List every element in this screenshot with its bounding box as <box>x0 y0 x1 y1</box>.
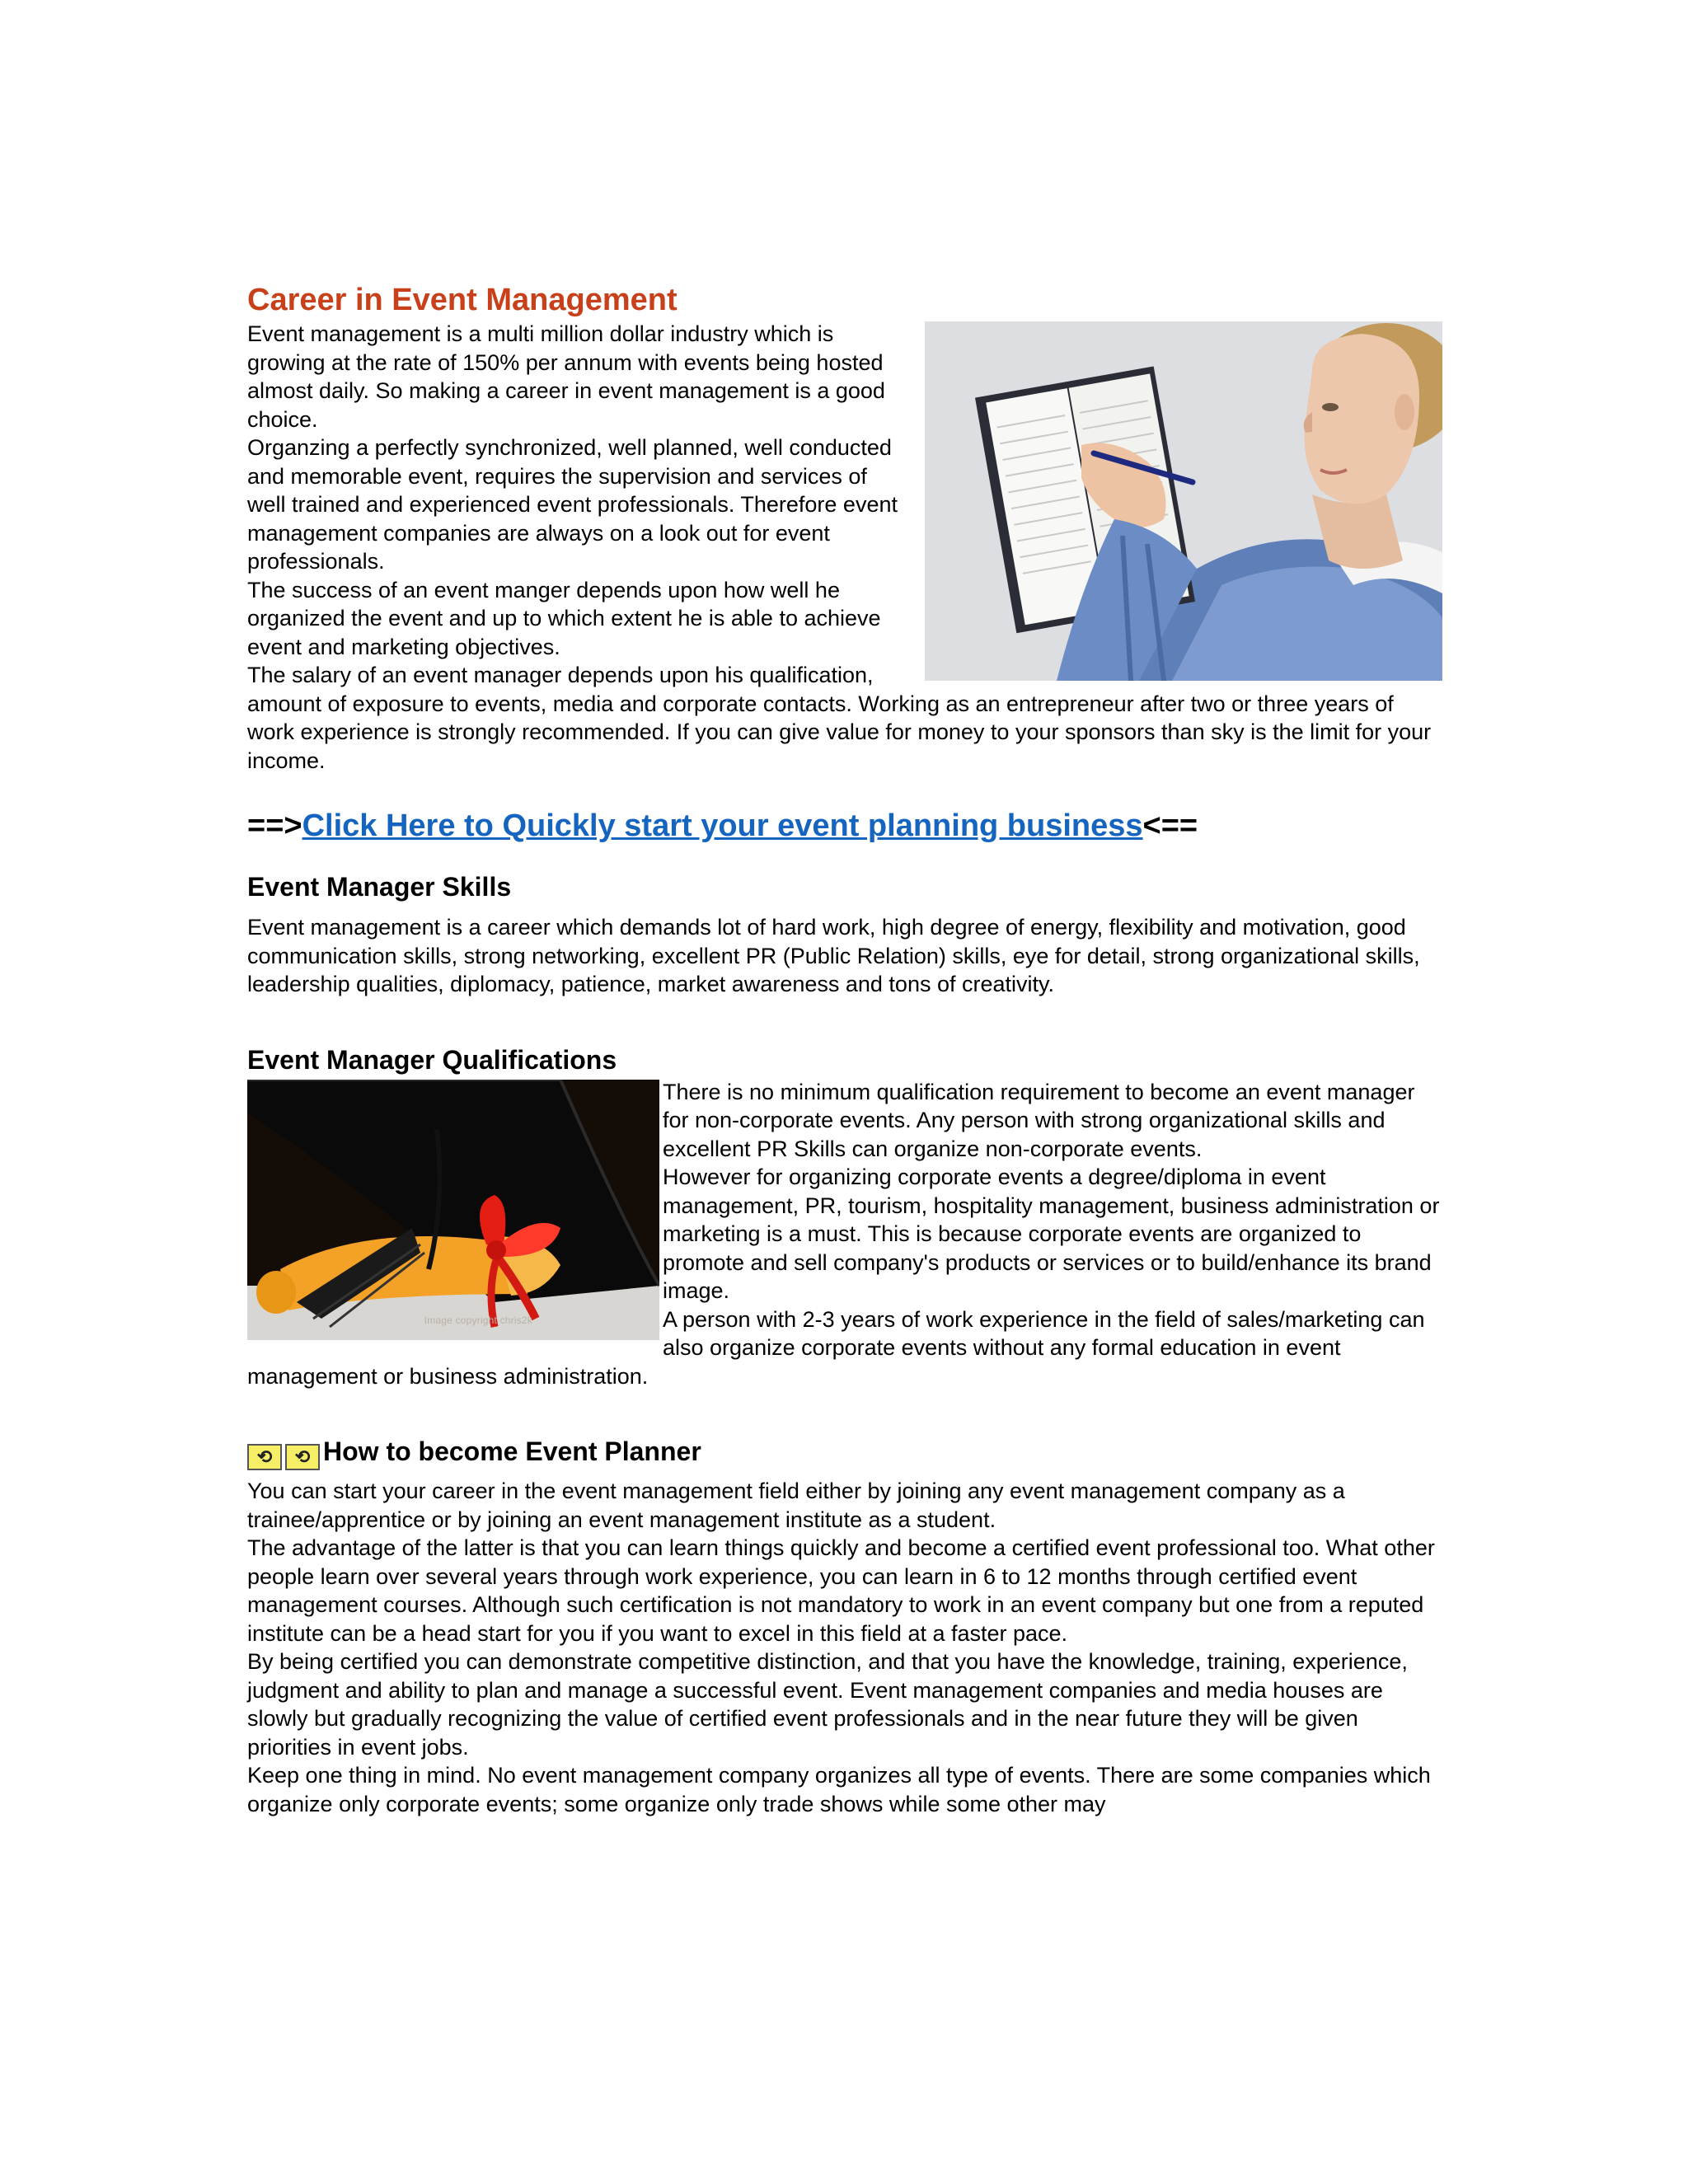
become-paragraph-1: You can start your career in the event management field either by joining any event management company as a trainee/apprentice or by joining an event management institute as a student. <box>247 1479 1345 1532</box>
become-heading-text: How to become Event Planner <box>323 1436 701 1466</box>
qualifications-paragraph-3: A person with 2-3 years of work experience in the field of sales/marketing can also organize corporate events without any formal education in event management or business administration. <box>247 1306 1425 1389</box>
become-paragraph-3: By being certified you can demonstrate competitive distinction, and that you have the knowledge, training, experience, judgment and ability to plan and manage a successful event. Event management companies and media houses are slowly but gradually recognizing the value of certified event professionals and in the near future they will be given priorities in event jobs. <box>247 1649 1408 1760</box>
page-title: Career in Event Management <box>247 283 678 317</box>
document-page <box>247 280 1442 1818</box>
intro-paragraph-3: The success of an event manger depends upon how well he organized the event and up to which extent he is able to achieve event and marketing objectives. <box>247 577 881 659</box>
intro-paragraph-2: Organzing a perfectly synchronized, well planned, well conducted and memorable event, requires the supervision and services of well trained and experienced event professionals. Therefore event management companies are always on a look out for event professionals. <box>247 435 898 574</box>
cta-prefix: ==> <box>247 808 302 843</box>
woman-writing-photo <box>925 321 1442 681</box>
graduation-cap-photo <box>247 1080 659 1340</box>
qualifications-paragraph-1: There is no minimum qualification requirement to become an event manager for non-corporate events. Any person with strong organizational skills and excellent PR Skills can organize non-corporate events. <box>663 1079 1415 1161</box>
start-business-link[interactable]: Click Here to Quickly start your event planning business <box>302 808 1143 843</box>
heading-icons <box>247 1444 320 1470</box>
qualifications-heading: Event Manager Qualifications <box>247 1044 617 1075</box>
refresh-icon: ⟲ <box>285 1444 320 1470</box>
refresh-icon: ⟲ <box>247 1444 282 1470</box>
qualifications-paragraph-2: However for organizing corporate events a degree/diploma in event management, PR, tourism, hospitality management, business administration or marketing is a must. This is because corporate events are organized to promote and sell company's products or services or to build/enhance its brand image. <box>663 1165 1440 1303</box>
image-copyright: Image copyright chris2k <box>424 1315 532 1326</box>
cta-line <box>247 806 1442 846</box>
become-heading <box>247 1435 1442 1470</box>
cta-suffix: <== <box>1142 808 1198 843</box>
become-paragraph-2: The advantage of the latter is that you can learn things quickly and become a certified event professional too. What other people learn over several years through work experience, you can learn in 6 to 12 months through certified event management courses. Although such certification is not mandatory to work in an event company but one from a reputed institute can be a head start for you if you want to excel in this field at a faster pace. <box>247 1535 1435 1646</box>
become-paragraph-4: Keep one thing in mind. No event management company organizes all type of events. There are some companies which organize only corporate events; some organize only trade shows while some other may <box>247 1763 1431 1816</box>
intro-paragraph-1: Event management is a multi million dollar industry which is growing at the rate of 150% per annum with events being hosted almost daily. So making a career in event management is a good choice. <box>247 321 885 432</box>
skills-heading: Event Manager Skills <box>247 872 512 902</box>
skills-paragraph: Event management is a career which demands lot of hard work, high degree of energy, flexibility and motivation, good communication skills, strong networking, excellent PR (Public Relation) skills, eye for detail, strong organizational skills, leadership qualities, diplomacy, patience, market awareness and tons of creativity. <box>247 915 1420 996</box>
intro-paragraph-4: The salary of an event manager depends upon his qualification, amount of exposure to events, media and corporate contacts. Working as an entrepreneur after two or three years of work experience is strongly recommended. If you can give value for money to your sponsors than sky is the limit for your income. <box>247 663 1432 773</box>
